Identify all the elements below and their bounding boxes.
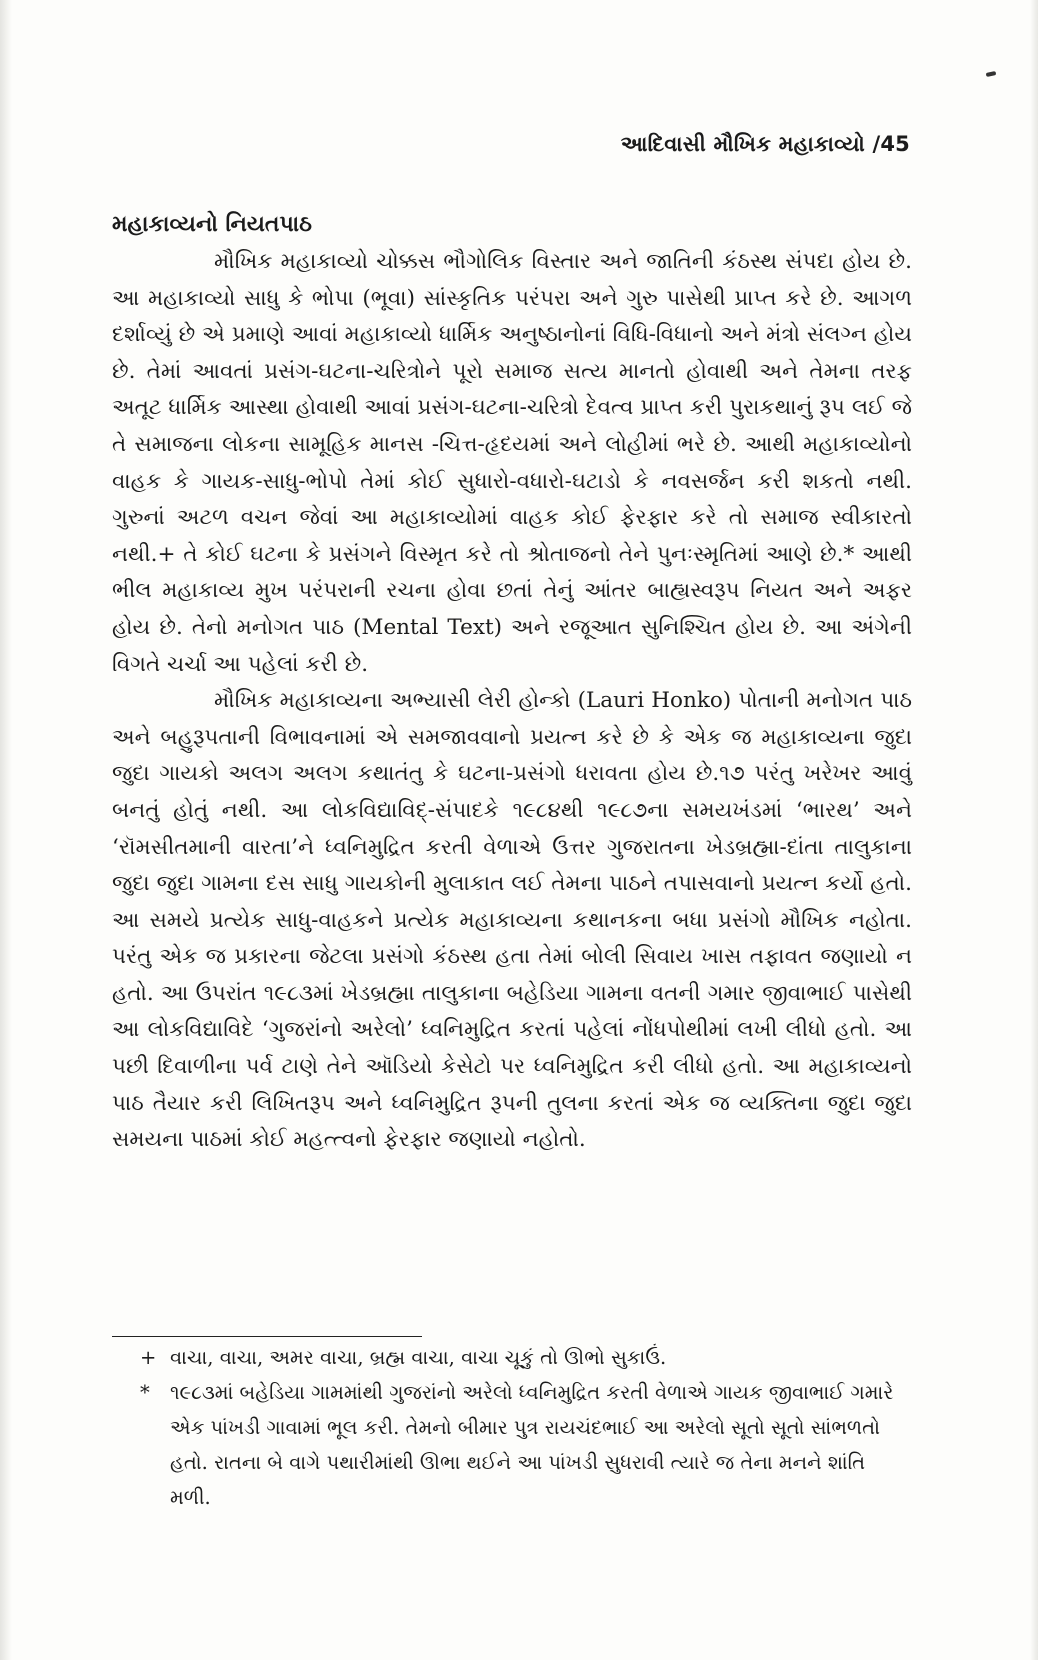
paragraph: મૌખિક મહાકાવ્યો ચોક્કસ ભૌગોલિક વિસ્તાર અને જાતિની કંઠસ્થ સંપદા હોય છે. આ મહાકાવ્યો સાધુ કે ભોપા (ભૂવા) સાંસ્કૃતિક પરંપરા અને ગુરુ પાસેથી પ્રાપ્ત કરે છે. આગળ દર્શાવ્યું છે એ પ્રમાણે આવાં મહાકાવ્યો ધાર્મિક અનુષ્ઠાનોનાં વિધિ-વિધાનો અને મંત્રો સંલગ્ન હોય છે. તેમાં આવતાં પ્રસંગ-ઘટના-ચરિત્રોને પૂરો સમાજ સત્ય માનતો હોવાથી અને તેમના તરફ અતૂટ ધાર્મિક આસ્થા હોવાથી આવાં પ્રસંગ-ઘટના-ચરિત્રો દેવત્વ પ્રાપ્ત કરી પુરાકથાનું રૂપ લઈ જે તે સમાજના લોકના સામૂહિક માનસ -ચિત્ત-હૃદયમાં અને લોહીમાં ભરે છે. આથી મહાકાવ્યોનો વાહક કે ગાયક-સાધુ-ભોપો તેમાં કોઈ સુધારો-વધારો-ઘટાડો કે નવસર્જન કરી શકતો નથી. ગુરુનાં અટળ વચન જેવાં આ મહાકાવ્યોમાં વાહક કોઈ ફેરફાર કરે તો સમાજ સ્વીકારતો નથી.+ તે કોઈ ઘટના કે પ્રસંગને વિસ્મૃત કરે તો શ્રોતાજનો તેને પુનઃસ્મૃતિમાં આણે છે.* આથી ભીલ મહાકાવ્ય મુખ પરંપરાની રચના હોવા છતાં તેનું આંતર બાહ્યસ્વરૂપ નિયત અને અફર હોય છે. તેનો મનોગત પાઠ (Mental Text) અને રજૂઆત સુનિશ્ચિત હોય છે. આ અંગેની વિગતે ચર્ચા આ પહેલાં કરી છે. bbox=[112, 249, 912, 677]
footnote bbox=[140, 1375, 900, 1515]
body-text bbox=[112, 244, 912, 1159]
page-edge-shadow-right bbox=[1030, 0, 1038, 1660]
running-header: આદિવાસી મૌખિક મહાકાવ્યો /45 bbox=[620, 132, 910, 156]
footnote-divider bbox=[112, 1336, 422, 1337]
footnotes bbox=[140, 1340, 900, 1515]
footnote-text: ૧૯૮૩માં બહેડિયા ગામમાંથી ગુજરાંનો અરેલો ધ્વનિમુદ્રિત કરતી વેળાએ ગાયક જીવાભાઈ ગમારે એક પાંખડી ગાવામાં ભૂલ કરી. તેમનો બીમાર પુત્ર રાયચંદભાઈ આ અરેલો સૂતો સૂતો સાંભળતો હતો. રાતના બે વાગે પથારીમાંથી ઊભા થઈને આ પાંખડી સુધરાવી ત્યારે જ તેના મનને શાંતિ મળી. bbox=[170, 1381, 894, 1509]
footnote-text: વાચા, વાચા, અમર વાચા, બ્રહ્મ વાચા, વાચા ચૂકું તો ઊભો સુકાઉં. bbox=[170, 1346, 667, 1369]
ink-speck bbox=[986, 71, 997, 77]
footnote-mark: * bbox=[140, 1381, 150, 1404]
footnote bbox=[140, 1340, 900, 1375]
page-edge-shadow-left bbox=[0, 0, 12, 1660]
paragraph: મૌખિક મહાકાવ્યના અભ્યાસી લેરી હોન્કો (Lauri Honko) પોતાની મનોગત પાઠ અને બહુરૂપતાની વિભાવનામાં એ સમજાવવાનો પ્રયત્ન કરે છે કે એક જ મહાકાવ્યના જુદા જુદા ગાયકો અલગ અલગ કથાતંતુ કે ઘટના-પ્રસંગો ધરાવતા હોય છે.૧૭ પરંતુ ખરેખર આવું બનતું હોતું નથી. આ લોકવિદ્યાવિદ્-સંપાદકે ૧૯૮૪થી ૧૯૮૭ના સમયખંડમાં ‘ભારથ’ અને ‘રૉમસીતમાની વારતા’ને ધ્વનિમુદ્રિત કરતી વેળાએ ઉત્તર ગુજરાતના ખેડબ્રહ્મા-દાંતા તાલુકાના જુદા જુદા ગામના દસ સાધુ ગાયકોની મુલાકાત લઈ તેમના પાઠને તપાસવાનો પ્રયત્ન કર્યો હતો. આ સમયે પ્રત્યેક સાધુ-વાહકને પ્રત્યેક મહાકાવ્યના કથાનકના બધા પ્રસંગો મૌખિક નહોતા. પરંતુ એક જ પ્રકારના જેટલા પ્રસંગો કંઠસ્થ હતા તેમાં બોલી સિવાય ખાસ તફાવત જણાયો ન હતો. આ ઉપરાંત ૧૯૮૩માં ખેડબ્રહ્મા તાલુકાના બહેડિયા ગામના વતની ગમાર જીવાભાઈ પાસેથી આ લોકવિદ્યાવિદે ‘ગુજરાંનો અરેલો’ ધ્વનિમુદ્રિત કરતાં પહેલાં નોંધપોથીમાં લખી લીધો હતો. આ પછી દિવાળીના પર્વ ટાણે તેને ઑડિયો કેસેટો પર ધ્વનિમુદ્રિત કરી લીધો હતો. આ મહાકાવ્યનો પાઠ તૈયાર કરી લિખિતરૂપ અને ધ્વનિમુદ્રિત રૂપની તુલના કરતાં એક જ વ્યક્તિના જુદા જુદા સમયના પાઠમાં કોઈ મહત્ત્વનો ફેરફાર જણાયો નહોતો. bbox=[112, 688, 912, 1153]
footnote-mark: + bbox=[140, 1346, 157, 1369]
section-heading: મહાકાવ્યનો નિયતપાઠ bbox=[112, 212, 312, 237]
